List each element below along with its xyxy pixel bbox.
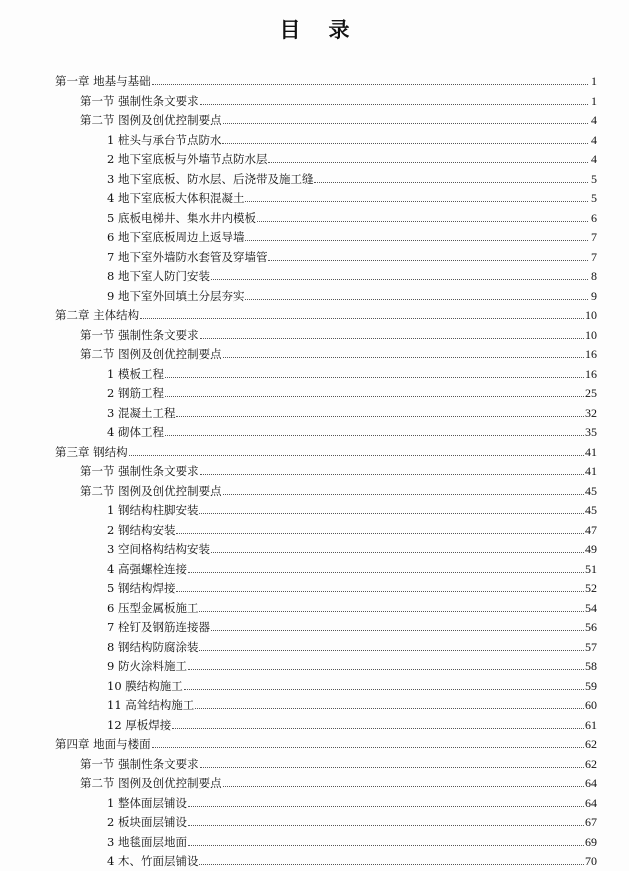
toc-item[interactable]: [107, 381, 597, 400]
dot-leader: [176, 532, 584, 534]
toc-label: 3 混凝土工程: [107, 405, 176, 420]
toc-label: 11 高耸结构施工: [107, 698, 195, 712]
toc-label: 3 地下室底板、防水层、后浇带及施工缝: [107, 171, 314, 186]
toc-page-number: 1: [591, 93, 597, 108]
toc-page-number: 52: [585, 581, 597, 595]
toc-item[interactable]: [107, 849, 597, 868]
toc-label: 2 钢筋工程: [107, 386, 164, 400]
toc-item[interactable]: [107, 498, 597, 517]
toc-page-number: 47: [585, 522, 597, 537]
toc-page-number: 7: [591, 230, 597, 244]
toc-page-number: 4: [591, 132, 597, 147]
toc-page-number: 4: [591, 113, 597, 127]
dot-leader: [245, 200, 588, 202]
dot-leader: [200, 473, 584, 475]
dot-leader: [245, 239, 588, 241]
toc-label: 第一章 地基与基础: [55, 74, 151, 88]
toc-page-number: 16: [585, 366, 597, 381]
toc-page-number: 6: [591, 210, 597, 225]
toc-item[interactable]: [107, 810, 597, 829]
toc-label: 7 地下室外墙防水套管及穿墙管: [107, 249, 268, 264]
dot-leader: [165, 395, 584, 397]
dot-leader: [184, 688, 584, 690]
toc-label: 6 地下室底板周边上返导墙: [107, 230, 245, 244]
toc-chapter[interactable]: [55, 440, 597, 459]
dot-leader: [314, 181, 588, 183]
toc-item[interactable]: [107, 167, 597, 186]
toc-label: 第二节 图例及创优控制要点: [80, 113, 222, 127]
toc-label: 第一节 强制性条文要求: [80, 756, 199, 771]
toc-item[interactable]: [107, 635, 597, 654]
toc-page-number: 51: [585, 561, 597, 576]
dot-leader: [152, 746, 584, 748]
toc-page-number: 64: [585, 776, 597, 790]
dot-leader: [176, 415, 584, 417]
toc-item[interactable]: [107, 615, 597, 634]
toc-chapter[interactable]: [55, 732, 597, 751]
dot-leader: [223, 356, 584, 358]
toc-label: 1 钢结构柱脚安装: [107, 503, 199, 517]
toc-label: 6 压型金属板施工: [107, 600, 199, 615]
toc-label: 第二节 图例及创优控制要点: [80, 483, 222, 498]
dot-leader: [200, 766, 584, 768]
toc-item[interactable]: [107, 128, 597, 147]
toc-label: 3 空间格构结构安装: [107, 542, 210, 556]
dot-leader: [176, 590, 584, 592]
toc-item[interactable]: [107, 830, 597, 849]
toc-label: 5 底板电梯井、集水井内模板: [107, 210, 256, 225]
dot-leader: [140, 317, 584, 319]
toc-section[interactable]: [80, 342, 597, 361]
toc-page-number: 1: [591, 74, 597, 88]
toc-item[interactable]: [107, 284, 597, 303]
dot-leader: [165, 434, 584, 436]
dot-leader: [188, 844, 584, 846]
toc-page-number: 45: [585, 483, 597, 498]
toc-page-number: 8: [591, 269, 597, 283]
toc-page-number: 64: [585, 795, 597, 810]
dot-leader: [268, 161, 588, 163]
toc-item[interactable]: [107, 147, 597, 166]
toc-label: 7 栓钉及钢筋连接器: [107, 620, 210, 634]
dot-leader: [223, 122, 588, 124]
dot-leader: [223, 493, 584, 495]
dot-leader: [152, 83, 588, 85]
toc-item[interactable]: [107, 596, 597, 615]
toc-item[interactable]: [107, 674, 597, 693]
toc-item[interactable]: [107, 518, 597, 537]
toc-label: 1 桩头与承台节点防水: [107, 132, 222, 147]
dot-leader: [245, 298, 588, 300]
toc-label: 第一节 强制性条文要求: [80, 93, 199, 108]
toc-page-number: 54: [585, 600, 597, 615]
dot-leader: [211, 278, 588, 280]
toc-page-number: 56: [585, 620, 597, 634]
toc-page-number: 35: [585, 425, 597, 439]
toc-label: 2 板块面层铺设: [107, 815, 187, 829]
toc-item[interactable]: [107, 693, 597, 712]
toc-page-number: 9: [591, 288, 597, 303]
toc-page-number: 49: [585, 542, 597, 556]
toc-label: 9 防火涂料施工: [107, 659, 187, 673]
toc-label: 9 地下室外回填土分层夯实: [107, 288, 245, 303]
toc-item[interactable]: [107, 401, 597, 420]
dot-leader: [222, 142, 588, 144]
dot-leader: [188, 668, 584, 670]
toc-section[interactable]: [80, 89, 597, 108]
toc-page-number: 69: [585, 834, 597, 849]
dot-leader: [199, 512, 584, 514]
dot-leader: [199, 610, 584, 612]
page-title: [0, 14, 629, 44]
toc-page-number: 58: [585, 659, 597, 673]
toc-item[interactable]: [107, 245, 597, 264]
toc-label: 3 地毯面层地面: [107, 834, 187, 849]
toc-label: 1 模板工程: [107, 366, 164, 381]
toc-page-number: 32: [585, 405, 597, 420]
toc-chapter[interactable]: [55, 303, 597, 322]
dot-leader: [165, 376, 584, 378]
toc-label: 12 厚板焊接: [107, 717, 172, 732]
toc-page-number: 45: [585, 503, 597, 517]
toc-item[interactable]: [107, 791, 597, 810]
toc-page-number: 25: [585, 386, 597, 400]
toc-section[interactable]: [80, 479, 597, 498]
dot-leader: [268, 259, 588, 261]
toc-section[interactable]: [80, 323, 597, 342]
toc-item[interactable]: [107, 186, 597, 205]
dot-leader: [195, 707, 584, 709]
toc-label: 2 钢结构安装: [107, 522, 176, 537]
toc-page-number: 59: [585, 678, 597, 693]
toc-page-number: 61: [585, 717, 597, 732]
dot-leader: [188, 824, 584, 826]
toc-page-number: 70: [585, 854, 597, 868]
toc-label: 第二节 图例及创优控制要点: [80, 776, 222, 790]
toc-item[interactable]: [107, 206, 597, 225]
toc-item[interactable]: [107, 576, 597, 595]
toc-page-number: 57: [585, 639, 597, 654]
toc-label: 第四章 地面与楼面: [55, 737, 151, 751]
toc-label: 8 钢结构防腐涂装: [107, 639, 199, 654]
toc-item[interactable]: [107, 557, 597, 576]
dot-leader: [200, 103, 588, 105]
dot-leader: [199, 863, 584, 865]
toc-item[interactable]: [107, 537, 597, 556]
dot-leader: [129, 454, 584, 456]
toc-page-number: 41: [585, 464, 597, 478]
toc-page-number: 16: [585, 347, 597, 361]
toc-page-number: 5: [591, 171, 597, 186]
toc-label: 4 木、竹面层铺设: [107, 854, 199, 868]
dot-leader: [199, 649, 584, 651]
toc-label: 4 地下室底板大体积混凝土: [107, 191, 245, 205]
toc-label: 4 高强螺栓连接: [107, 561, 187, 576]
toc-page-number: 4: [591, 152, 597, 166]
dot-leader: [188, 805, 584, 807]
dot-leader: [211, 629, 584, 631]
toc-page-number: 67: [585, 815, 597, 829]
toc-section[interactable]: [80, 752, 597, 771]
toc-label: 第三章 钢结构: [55, 444, 128, 459]
toc-page-number: 7: [591, 249, 597, 264]
dot-leader: [211, 551, 584, 553]
toc-item[interactable]: [107, 362, 597, 381]
toc-page-number: 10: [585, 327, 597, 342]
toc-label: 第一节 强制性条文要求: [80, 327, 199, 342]
toc-page-number: 62: [585, 737, 597, 751]
title-char-2: 录: [328, 18, 350, 42]
dot-leader: [257, 220, 588, 222]
toc-page-number: 41: [585, 444, 597, 459]
toc-label: 10 膜结构施工: [107, 678, 183, 693]
toc-label: 5 钢结构焊接: [107, 581, 176, 595]
dot-leader: [172, 727, 584, 729]
dot-leader: [200, 337, 584, 339]
title-char-1: 目: [279, 18, 301, 42]
toc-label: 第一节 强制性条文要求: [80, 464, 199, 478]
toc-section[interactable]: [80, 771, 597, 790]
toc-item[interactable]: [107, 713, 597, 732]
toc-section[interactable]: [80, 459, 597, 478]
toc-item[interactable]: [107, 225, 597, 244]
toc-label: 第二节 图例及创优控制要点: [80, 347, 222, 361]
toc-item[interactable]: [107, 654, 597, 673]
toc-section[interactable]: [80, 108, 597, 127]
toc-page-number: 60: [585, 698, 597, 712]
toc-item[interactable]: [107, 420, 597, 439]
toc-page-number: 10: [585, 308, 597, 322]
toc-label: 1 整体面层铺设: [107, 795, 187, 810]
toc-label: 4 砌体工程: [107, 425, 164, 439]
dot-leader: [223, 785, 584, 787]
toc-page-number: 62: [585, 756, 597, 771]
toc-page-number: 5: [591, 191, 597, 205]
toc-chapter[interactable]: [55, 69, 597, 88]
toc-label: 第二章 主体结构: [55, 308, 140, 322]
toc-label: 8 地下室人防门安装: [107, 269, 210, 283]
dot-leader: [188, 571, 584, 573]
toc-label: 2 地下室底板与外墙节点防水层: [107, 152, 268, 166]
toc-item[interactable]: [107, 264, 597, 283]
